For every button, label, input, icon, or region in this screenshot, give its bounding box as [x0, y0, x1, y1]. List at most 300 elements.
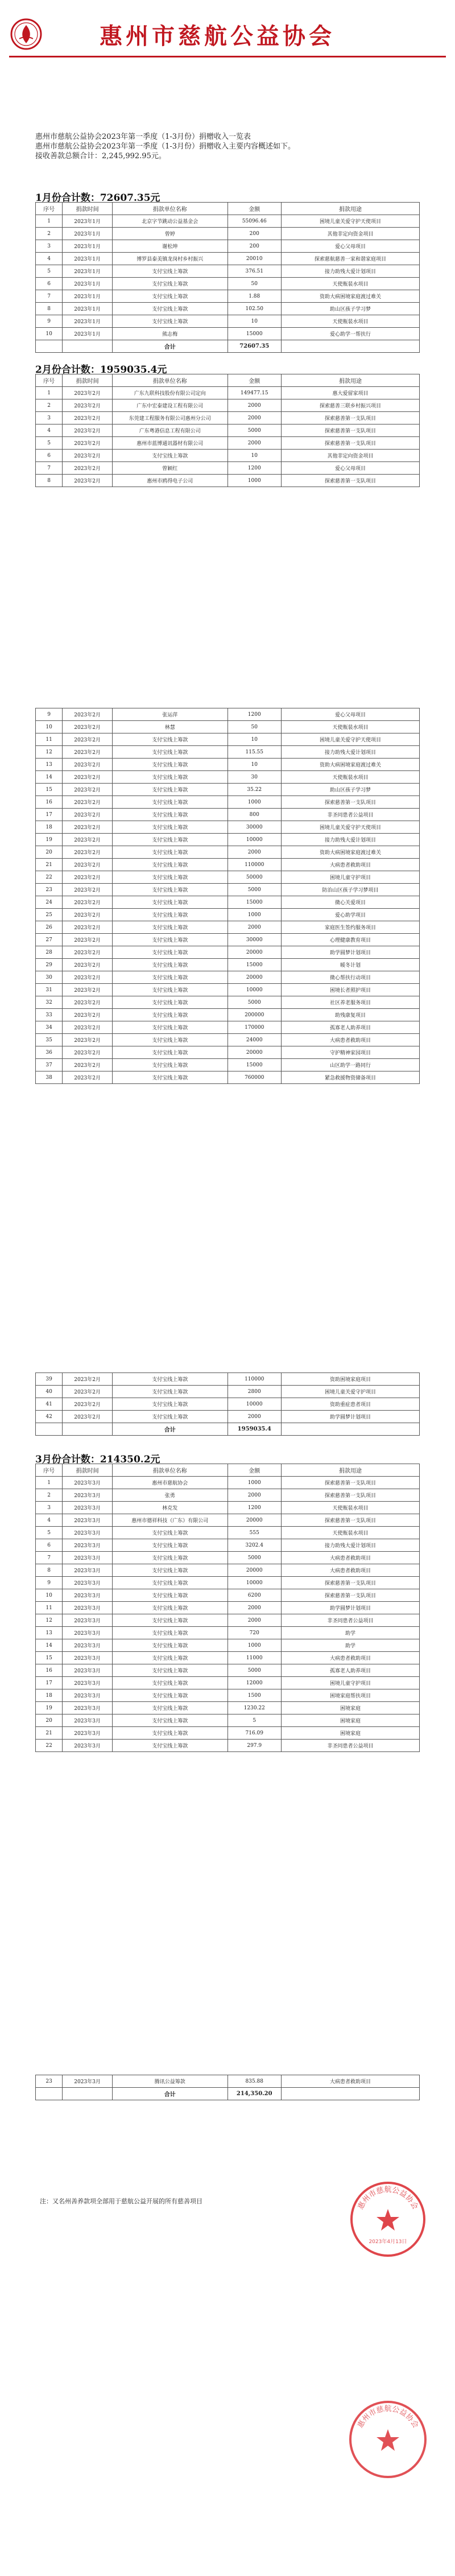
table-cell: 3202.4 — [228, 1539, 282, 1552]
table-row — [36, 1009, 420, 1021]
table-row — [36, 1386, 420, 1398]
table-cell: 10000 — [228, 834, 282, 846]
column-header: 捐款用途 — [282, 1464, 420, 1477]
table-cell: 爱心助学一帮扶行 — [282, 328, 420, 340]
table-cell: 支付宝线上筹款 — [113, 1021, 228, 1034]
table-cell: 困境家庭 — [282, 1727, 420, 1740]
table-cell: 支付宝线上筹款 — [113, 1564, 228, 1577]
table-cell: 接力助残大爱计划项目 — [282, 834, 420, 846]
table-cell: 5 — [36, 437, 63, 450]
table-row — [36, 1677, 420, 1689]
table-cell — [36, 1423, 63, 1436]
table-row — [36, 871, 420, 884]
table-cell: 6200 — [228, 1589, 282, 1602]
table-cell: 困境儿童守护项目 — [282, 871, 420, 884]
table-cell: 支付宝线上筹款 — [113, 1552, 228, 1564]
table-cell: 200 — [228, 240, 282, 253]
table-cell: 200 — [228, 228, 282, 240]
table-cell: 20000 — [228, 1564, 282, 1577]
table-row — [36, 1714, 420, 1727]
table-cell: 14 — [36, 771, 63, 784]
table-cell: 12 — [36, 746, 63, 759]
table-cell: 2023年2月 — [63, 771, 113, 784]
seal-date: 2023年4月13日 — [369, 2239, 407, 2245]
table-cell: 支付宝线上筹款 — [113, 450, 228, 462]
table-cell: 800 — [228, 809, 282, 821]
intro-line: 接收善款总额合计：2,245,992.95元。 — [35, 152, 166, 160]
table-cell: 探索慈善第一支队项目 — [282, 796, 420, 809]
table-cell: 探索慈善第一支队项目 — [282, 412, 420, 424]
table-cell: 1 — [36, 387, 63, 399]
table-cell: 26 — [36, 921, 63, 934]
table-row — [36, 784, 420, 796]
table-cell: 5 — [228, 1714, 282, 1727]
table-cell: 2023年3月 — [63, 1502, 113, 1514]
table-cell: 760000 — [228, 1071, 282, 1084]
table-cell — [282, 1423, 420, 1436]
table-cell: 28 — [36, 946, 63, 959]
table-cell: 2023年2月 — [63, 934, 113, 946]
table-row — [36, 450, 420, 462]
table-cell: 30 — [36, 971, 63, 984]
table-cell: 149477.15 — [228, 387, 282, 399]
table-cell: 10000 — [228, 984, 282, 996]
table-cell: 探索慈善第一支队项目 — [282, 1577, 420, 1589]
table-cell: 2023年2月 — [63, 946, 113, 959]
table-cell: 2023年3月 — [63, 1614, 113, 1627]
table-cell: 2023年2月 — [63, 1373, 113, 1386]
table-header-row — [36, 203, 420, 215]
intro-text — [35, 132, 295, 161]
table-cell: 35 — [36, 1034, 63, 1046]
table-row — [36, 884, 420, 896]
table-cell: 2000 — [228, 399, 282, 412]
table-cell: 支付宝线上筹款 — [113, 290, 228, 303]
total-row — [36, 340, 420, 353]
table-cell: 惠州市德祥科技（广东）有限公司 — [113, 1514, 228, 1527]
table-cell: 15000 — [228, 896, 282, 909]
feb-donation-table-part3 — [35, 1373, 420, 1436]
table-cell: 20010 — [228, 253, 282, 265]
table-row — [36, 1411, 420, 1423]
table-cell: 2023年3月 — [63, 1564, 113, 1577]
table-row — [36, 959, 420, 971]
table-cell: 非圣同患者公益项目 — [282, 1740, 420, 1752]
table-row — [36, 996, 420, 1009]
table-row — [36, 821, 420, 834]
table-cell: 31 — [36, 984, 63, 996]
table-cell: 支付宝线上筹款 — [113, 1714, 228, 1727]
table-row — [36, 1477, 420, 1489]
table-cell: 716.09 — [228, 1727, 282, 1740]
table-row — [36, 708, 420, 721]
table-cell: 2023年2月 — [63, 1046, 113, 1059]
table-cell: 大病患者救助项目 — [282, 1552, 420, 1564]
table-cell: 2023年1月 — [63, 315, 113, 328]
table-cell: 2023年2月 — [63, 759, 113, 771]
table-cell: 3 — [36, 412, 63, 424]
table-cell: 2 — [36, 399, 63, 412]
table-cell: 10 — [228, 733, 282, 746]
table-row — [36, 437, 420, 450]
table-row — [36, 859, 420, 871]
table-row — [36, 1071, 420, 1084]
mar-donation-table-part1 — [35, 1464, 420, 1752]
total-amount: 72607.35 — [228, 340, 282, 353]
table-cell: 2023年2月 — [63, 733, 113, 746]
official-seal-icon-bottom — [347, 2398, 429, 2481]
table-cell: 2023年1月 — [63, 215, 113, 228]
table-row — [36, 834, 420, 846]
table-row — [36, 462, 420, 475]
table-cell: 37 — [36, 1059, 63, 1071]
table-cell: 微心关爱项目 — [282, 896, 420, 909]
table-cell: 2000 — [228, 1602, 282, 1614]
table-cell: 2023年2月 — [63, 437, 113, 450]
table-cell: 110000 — [228, 859, 282, 871]
table-cell: 支付宝线上筹款 — [113, 796, 228, 809]
table-row — [36, 228, 420, 240]
table-row — [36, 1502, 420, 1514]
table-cell: 2023年3月 — [63, 1627, 113, 1639]
table-cell: 山区助学一路同行 — [282, 1059, 420, 1071]
table-row — [36, 315, 420, 328]
table-cell: 社区养老服务项目 — [282, 996, 420, 1009]
table-row — [36, 265, 420, 278]
org-title: 惠州市慈航公益协会 — [100, 23, 335, 50]
table-cell: 11 — [36, 733, 63, 746]
table-cell: 支付宝线上筹款 — [113, 896, 228, 909]
table-header-row — [36, 374, 420, 387]
table-cell: 1000 — [228, 1477, 282, 1489]
table-row — [36, 909, 420, 921]
table-cell: 2023年3月 — [63, 1514, 113, 1527]
total-row — [36, 2088, 420, 2100]
table-cell: 惠州市慈航协会 — [113, 1477, 228, 1489]
table-cell: 20 — [36, 1714, 63, 1727]
table-cell: 2000 — [228, 921, 282, 934]
table-cell: 支付宝线上筹款 — [113, 1398, 228, 1411]
table-cell: 2023年2月 — [63, 721, 113, 733]
table-cell: 16 — [36, 796, 63, 809]
table-cell: 5 — [36, 1527, 63, 1539]
table-cell: 助学 — [282, 1627, 420, 1639]
table-cell: 2023年3月 — [63, 1740, 113, 1752]
table-cell — [63, 2088, 113, 2100]
table-cell: 39 — [36, 1373, 63, 1386]
table-cell: 困境儿童关爱守护天使项目 — [282, 733, 420, 746]
table-cell: 天使瓶装水项目 — [282, 1502, 420, 1514]
table-cell: 15 — [36, 1652, 63, 1664]
table-cell: 探索慈善第一支队项目 — [282, 1489, 420, 1502]
table-row — [36, 1602, 420, 1614]
table-cell: 支付宝线上筹款 — [113, 784, 228, 796]
table-row — [36, 1577, 420, 1589]
table-cell: 2023年2月 — [63, 399, 113, 412]
table-cell: 2023年3月 — [63, 1664, 113, 1677]
table-cell: 天使瓶装水项目 — [282, 771, 420, 784]
table-cell: 30 — [228, 771, 282, 784]
table-cell: 20000 — [228, 1514, 282, 1527]
feb-donation-table-part1 — [35, 374, 420, 487]
table-cell: 2023年1月 — [63, 278, 113, 290]
table-row — [36, 328, 420, 340]
table-cell: 大病患者救助项目 — [282, 859, 420, 871]
table-row — [36, 1489, 420, 1502]
table-row — [36, 1564, 420, 1577]
table-cell: 2 — [36, 228, 63, 240]
table-cell: 2023年3月 — [63, 1677, 113, 1689]
table-cell: 20000 — [228, 946, 282, 959]
table-cell: 探索慈善第一支队项目 — [282, 1514, 420, 1527]
table-cell: 孤寡老人助养项目 — [282, 1021, 420, 1034]
table-cell: 支付宝线上筹款 — [113, 1046, 228, 1059]
table-cell: 探索慈善第一支队项目 — [282, 475, 420, 487]
table-cell: 助山区孩子学习梦 — [282, 784, 420, 796]
table-cell: 支付宝线上筹款 — [113, 771, 228, 784]
table-cell: 10000 — [228, 1577, 282, 1589]
table-cell: 50 — [228, 721, 282, 733]
total-label: 合计 — [113, 2088, 228, 2100]
mar-donation-table-part2 — [35, 2075, 420, 2100]
table-cell: 防治山区孩子学习梦项目 — [282, 884, 420, 896]
column-header: 序号 — [36, 203, 63, 215]
table-cell: 暖冬计划 — [282, 959, 420, 971]
table-row — [36, 1614, 420, 1627]
table-cell: 2023年1月 — [63, 328, 113, 340]
table-cell: 困境儿童守护项目 — [282, 1677, 420, 1689]
table-cell: 支付宝线上筹款 — [113, 834, 228, 846]
table-cell: 5 — [36, 265, 63, 278]
table-cell: 非圣同患者公益项目 — [282, 809, 420, 821]
table-row — [36, 1527, 420, 1539]
table-cell: 守护精神家园项目 — [282, 1046, 420, 1059]
table-cell: 2023年2月 — [63, 959, 113, 971]
table-cell: 22 — [36, 871, 63, 884]
table-row — [36, 771, 420, 784]
table-cell: 2023年1月 — [63, 303, 113, 315]
table-cell: 林慧 — [113, 721, 228, 733]
table-cell: 1200 — [228, 1502, 282, 1514]
official-seal-icon — [348, 2179, 428, 2259]
table-cell: 15000 — [228, 959, 282, 971]
table-cell: 2023年2月 — [63, 1411, 113, 1423]
table-cell: 曾颖红 — [113, 462, 228, 475]
table-row — [36, 809, 420, 821]
table-row — [36, 1539, 420, 1552]
table-cell: 探索慈善第一支队项目 — [282, 437, 420, 450]
table-row — [36, 1046, 420, 1059]
table-cell: 2023年2月 — [63, 884, 113, 896]
table-row — [36, 746, 420, 759]
table-cell: 2023年2月 — [63, 1059, 113, 1071]
table-row — [36, 1740, 420, 1752]
table-cell: 2023年2月 — [63, 871, 113, 884]
table-cell: 2023年3月 — [63, 1702, 113, 1714]
table-cell: 50000 — [228, 871, 282, 884]
total-label: 合计 — [113, 1423, 228, 1436]
table-cell: 天使瓶装水项目 — [282, 1527, 420, 1539]
table-cell: 4 — [36, 1514, 63, 1527]
table-cell: 7 — [36, 290, 63, 303]
table-cell: 支付宝线上筹款 — [113, 759, 228, 771]
table-cell: 33 — [36, 1009, 63, 1021]
table-cell — [36, 340, 63, 353]
table-cell: 1500 — [228, 1689, 282, 1702]
table-cell: 40 — [36, 1386, 63, 1398]
table-cell: 2023年2月 — [63, 921, 113, 934]
table-row — [36, 759, 420, 771]
table-cell: 10 — [36, 1589, 63, 1602]
table-cell: 27 — [36, 934, 63, 946]
table-cell: 困境儿童关爱守护天使项目 — [282, 215, 420, 228]
table-cell: 曾婷 — [113, 228, 228, 240]
table-cell: 20000 — [228, 971, 282, 984]
table-row — [36, 1059, 420, 1071]
table-cell: 腾讯公益筹款 — [113, 2075, 228, 2088]
table-cell: 大病患者救助项目 — [282, 1034, 420, 1046]
table-cell: 17 — [36, 1677, 63, 1689]
table-cell: 支付宝线上筹款 — [113, 1009, 228, 1021]
table-cell: 16 — [36, 1664, 63, 1677]
table-cell: 2023年2月 — [63, 909, 113, 921]
table-cell: 熊志梅 — [113, 328, 228, 340]
table-cell: 11 — [36, 1602, 63, 1614]
table-row — [36, 733, 420, 746]
table-cell: 20000 — [228, 1046, 282, 1059]
table-cell: 支付宝线上筹款 — [113, 1539, 228, 1552]
table-cell: 大病患者救助项目 — [282, 2075, 420, 2088]
table-cell: 15000 — [228, 1059, 282, 1071]
table-cell: 50 — [228, 278, 282, 290]
table-cell: 2023年3月 — [63, 1727, 113, 1740]
table-cell: 5000 — [228, 884, 282, 896]
table-cell: 2023年2月 — [63, 996, 113, 1009]
table-cell: 20 — [36, 846, 63, 859]
jan-section-title: 1月份合计数：72607.35元 — [35, 192, 160, 204]
table-cell: 张勇 — [113, 1489, 228, 1502]
table-row — [36, 796, 420, 809]
table-cell: 2023年1月 — [63, 253, 113, 265]
table-cell: 1200 — [228, 708, 282, 721]
table-cell: 2000 — [228, 1489, 282, 1502]
table-cell: 其他非定向资金项目 — [282, 450, 420, 462]
table-cell: 2023年2月 — [63, 859, 113, 871]
table-cell: 东莞建工程服务有限公司惠州分公司 — [113, 412, 228, 424]
table-row — [36, 399, 420, 412]
table-cell: 支付宝线上筹款 — [113, 1602, 228, 1614]
table-cell: 2023年2月 — [63, 1398, 113, 1411]
column-header: 捐款单位名称 — [113, 1464, 228, 1477]
table-row — [36, 1652, 420, 1664]
table-cell: 支付宝线上筹款 — [113, 946, 228, 959]
table-cell: 非圣同患者公益项目 — [282, 1614, 420, 1627]
table-cell: 17 — [36, 809, 63, 821]
table-row — [36, 1373, 420, 1386]
column-header: 金额 — [228, 374, 282, 387]
table-cell — [63, 1423, 113, 1436]
table-cell: 谢松坤 — [113, 240, 228, 253]
table-cell — [63, 340, 113, 353]
table-cell: 23 — [36, 884, 63, 896]
table-cell: 支付宝线上筹款 — [113, 733, 228, 746]
table-row — [36, 721, 420, 733]
table-row — [36, 2075, 420, 2088]
table-cell: 支付宝线上筹款 — [113, 315, 228, 328]
table-cell: 19 — [36, 1702, 63, 1714]
table-cell: 1200 — [228, 462, 282, 475]
table-cell: 支付宝线上筹款 — [113, 1627, 228, 1639]
table-cell: 支付宝线上筹款 — [113, 1411, 228, 1423]
table-row — [36, 475, 420, 487]
table-cell: 2023年1月 — [63, 240, 113, 253]
table-cell: 2023年3月 — [63, 1652, 113, 1664]
table-cell: 探索慈善第一支队项目 — [282, 1589, 420, 1602]
table-cell — [282, 340, 420, 353]
table-cell: 1000 — [228, 796, 282, 809]
table-cell: 微心帮扶行动项目 — [282, 971, 420, 984]
table-cell: 2023年3月 — [63, 1489, 113, 1502]
column-header: 捐款时间 — [63, 203, 113, 215]
table-cell: 6 — [36, 1539, 63, 1552]
table-cell: 资助重症患者项目 — [282, 1398, 420, 1411]
table-cell: 支付宝线上筹款 — [113, 1034, 228, 1046]
table-cell: 35.22 — [228, 784, 282, 796]
table-cell: 支付宝线上筹款 — [113, 909, 228, 921]
table-cell: 大病患者救助项目 — [282, 1564, 420, 1577]
table-cell: 29 — [36, 959, 63, 971]
table-cell: 12000 — [228, 1677, 282, 1689]
table-cell: 广东中宏泰建设工程有限公司 — [113, 399, 228, 412]
table-cell: 2023年2月 — [63, 424, 113, 437]
table-cell: 200000 — [228, 1009, 282, 1021]
table-cell: 支付宝线上筹款 — [113, 996, 228, 1009]
table-cell: 9 — [36, 708, 63, 721]
table-cell: 5000 — [228, 1552, 282, 1564]
total-amount: 1959035.4 — [228, 1423, 282, 1436]
table-row — [36, 1514, 420, 1527]
table-cell: 2023年1月 — [63, 228, 113, 240]
table-cell: 2023年3月 — [63, 1714, 113, 1727]
table-cell: 4 — [36, 253, 63, 265]
table-cell: 天使瓶装水项目 — [282, 721, 420, 733]
table-cell: 2023年2月 — [63, 475, 113, 487]
table-cell: 2023年3月 — [63, 1577, 113, 1589]
table-cell: 困境儿童关爱守护天使项目 — [282, 821, 420, 834]
table-cell: 支付宝线上筹款 — [113, 1652, 228, 1664]
table-cell: 资助大病困境家庭渡过难关 — [282, 846, 420, 859]
column-header: 金额 — [228, 203, 282, 215]
table-cell: 惠州市鸥得电子公司 — [113, 475, 228, 487]
table-cell: 资助困境家庭项目 — [282, 1373, 420, 1386]
table-cell: 36 — [36, 1046, 63, 1059]
table-cell: 资助大病困境家庭渡过难关 — [282, 290, 420, 303]
table-cell: 支付宝线上筹款 — [113, 1664, 228, 1677]
table-cell: 11000 — [228, 1652, 282, 1664]
table-cell: 爱心父母项目 — [282, 240, 420, 253]
column-header: 捐款时间 — [63, 1464, 113, 1477]
table-row — [36, 846, 420, 859]
table-cell: 支付宝线上筹款 — [113, 971, 228, 984]
table-cell: 2023年3月 — [63, 2075, 113, 2088]
header-divider — [9, 56, 446, 57]
table-cell: 2023年3月 — [63, 1639, 113, 1652]
table-row — [36, 215, 420, 228]
table-cell: 5000 — [228, 424, 282, 437]
table-cell: 困境长者照护项目 — [282, 984, 420, 996]
table-cell: 8 — [36, 303, 63, 315]
table-cell: 接力助残大爱计划项目 — [282, 1539, 420, 1552]
